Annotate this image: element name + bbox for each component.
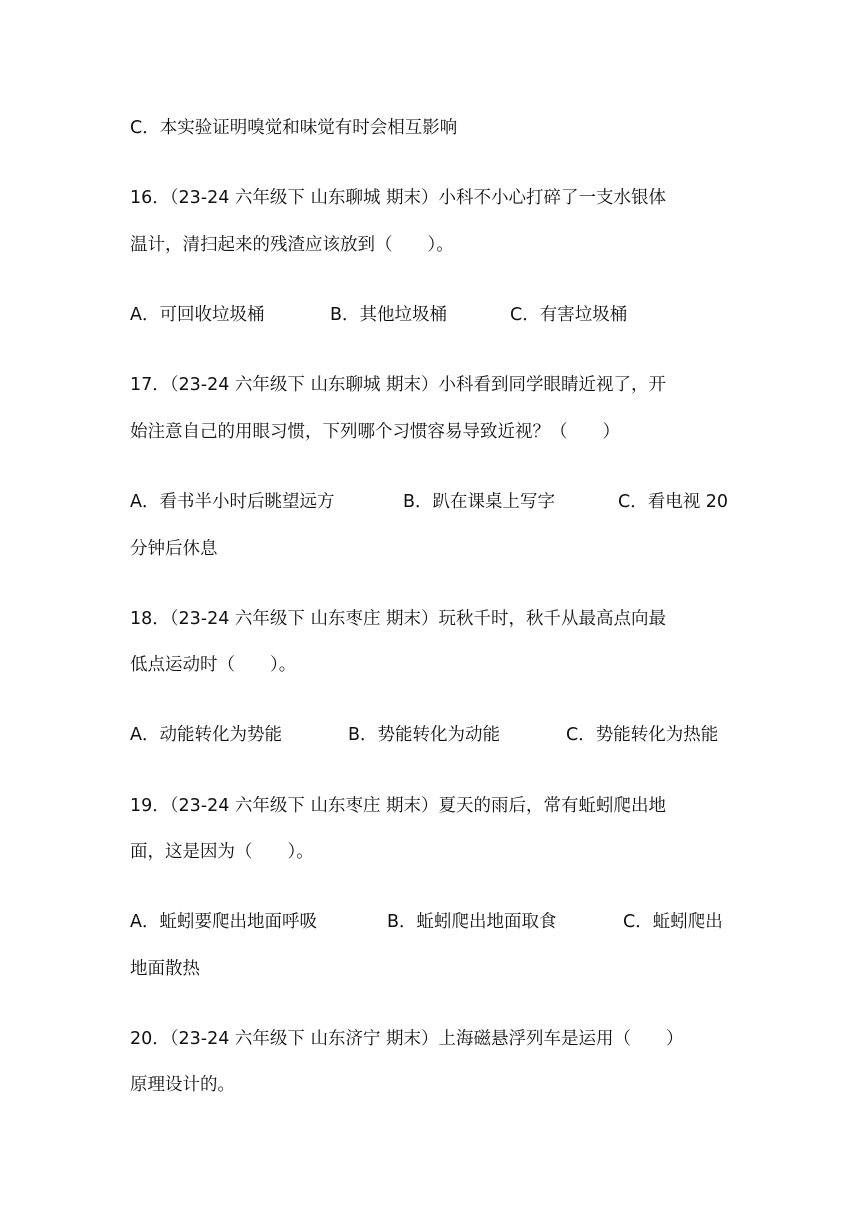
question-19-option-b: B．蚯蚓爬出地面取食: [387, 912, 557, 932]
question-16-option-c: C．有害垃圾桶: [510, 305, 628, 325]
question-20-line-1: 20．（23-24 六年级下 山东济宁 期末）上海磁悬浮列车是运用（ ）: [130, 1029, 684, 1049]
question-20-line-2: 原理设计的。: [130, 1075, 235, 1095]
question-17-line-1: 17．（23-24 六年级下 山东聊城 期末）小科看到同学眼睛近视了，开: [130, 375, 667, 395]
question-16-options: [130, 303, 730, 327]
question-17-options: [130, 490, 730, 514]
question-18-line-2: 低点运动时（ ）。: [130, 655, 297, 675]
question-17-line-2: 始注意自己的用眼习惯，下列哪个习惯容易导致近视？（ ）: [130, 422, 620, 442]
question-16-text-1: 16．（23-24 六年级下 山东聊城 期末）小科不小心打碎了一支水银体: [130, 188, 667, 208]
question-19-option-c: C．蚯蚓爬出: [623, 912, 723, 932]
question-17-option-c-continued: 分钟后休息: [130, 539, 218, 559]
question-19-line-1: 19．（23-24 六年级下 山东枣庄 期末）夏天的雨后，常有蚯蚓爬出地: [130, 796, 667, 816]
question-18-option-b: B．势能转化为动能: [348, 725, 501, 745]
question-18-option-c: C．势能转化为热能: [566, 725, 719, 745]
question-19-line-2: 面，这是因为（ ）。: [130, 842, 314, 862]
prev-option-c: C．本实验证明嗅觉和味觉有时会相互影响: [130, 118, 458, 138]
question-16-line-2: 温计，清扫起来的残渣应该放到（ ）。: [130, 235, 454, 255]
question-19-option-a: A．蚯蚓要爬出地面呼吸: [130, 912, 317, 932]
question-18-option-a: A．动能转化为势能: [130, 725, 282, 745]
question-18-options: [130, 723, 730, 747]
question-16-line-1: [130, 186, 730, 210]
question-17-option-a: A．看书半小时后眺望远方: [130, 492, 335, 512]
question-16-option-b: B．其他垃圾桶: [330, 305, 448, 325]
question-19-option-c-continued: 地面散热: [130, 959, 200, 979]
question-18-line-1: 18．（23-24 六年级下 山东枣庄 期末）玩秋千时，秋千从最高点向最: [130, 609, 667, 629]
question-17-option-b: B．趴在课桌上写字: [403, 492, 556, 512]
question-16-option-a: A．可回收垃圾桶: [130, 305, 265, 325]
question-17-option-c: C．看电视 20: [618, 492, 729, 512]
question-19-options: [130, 910, 730, 934]
